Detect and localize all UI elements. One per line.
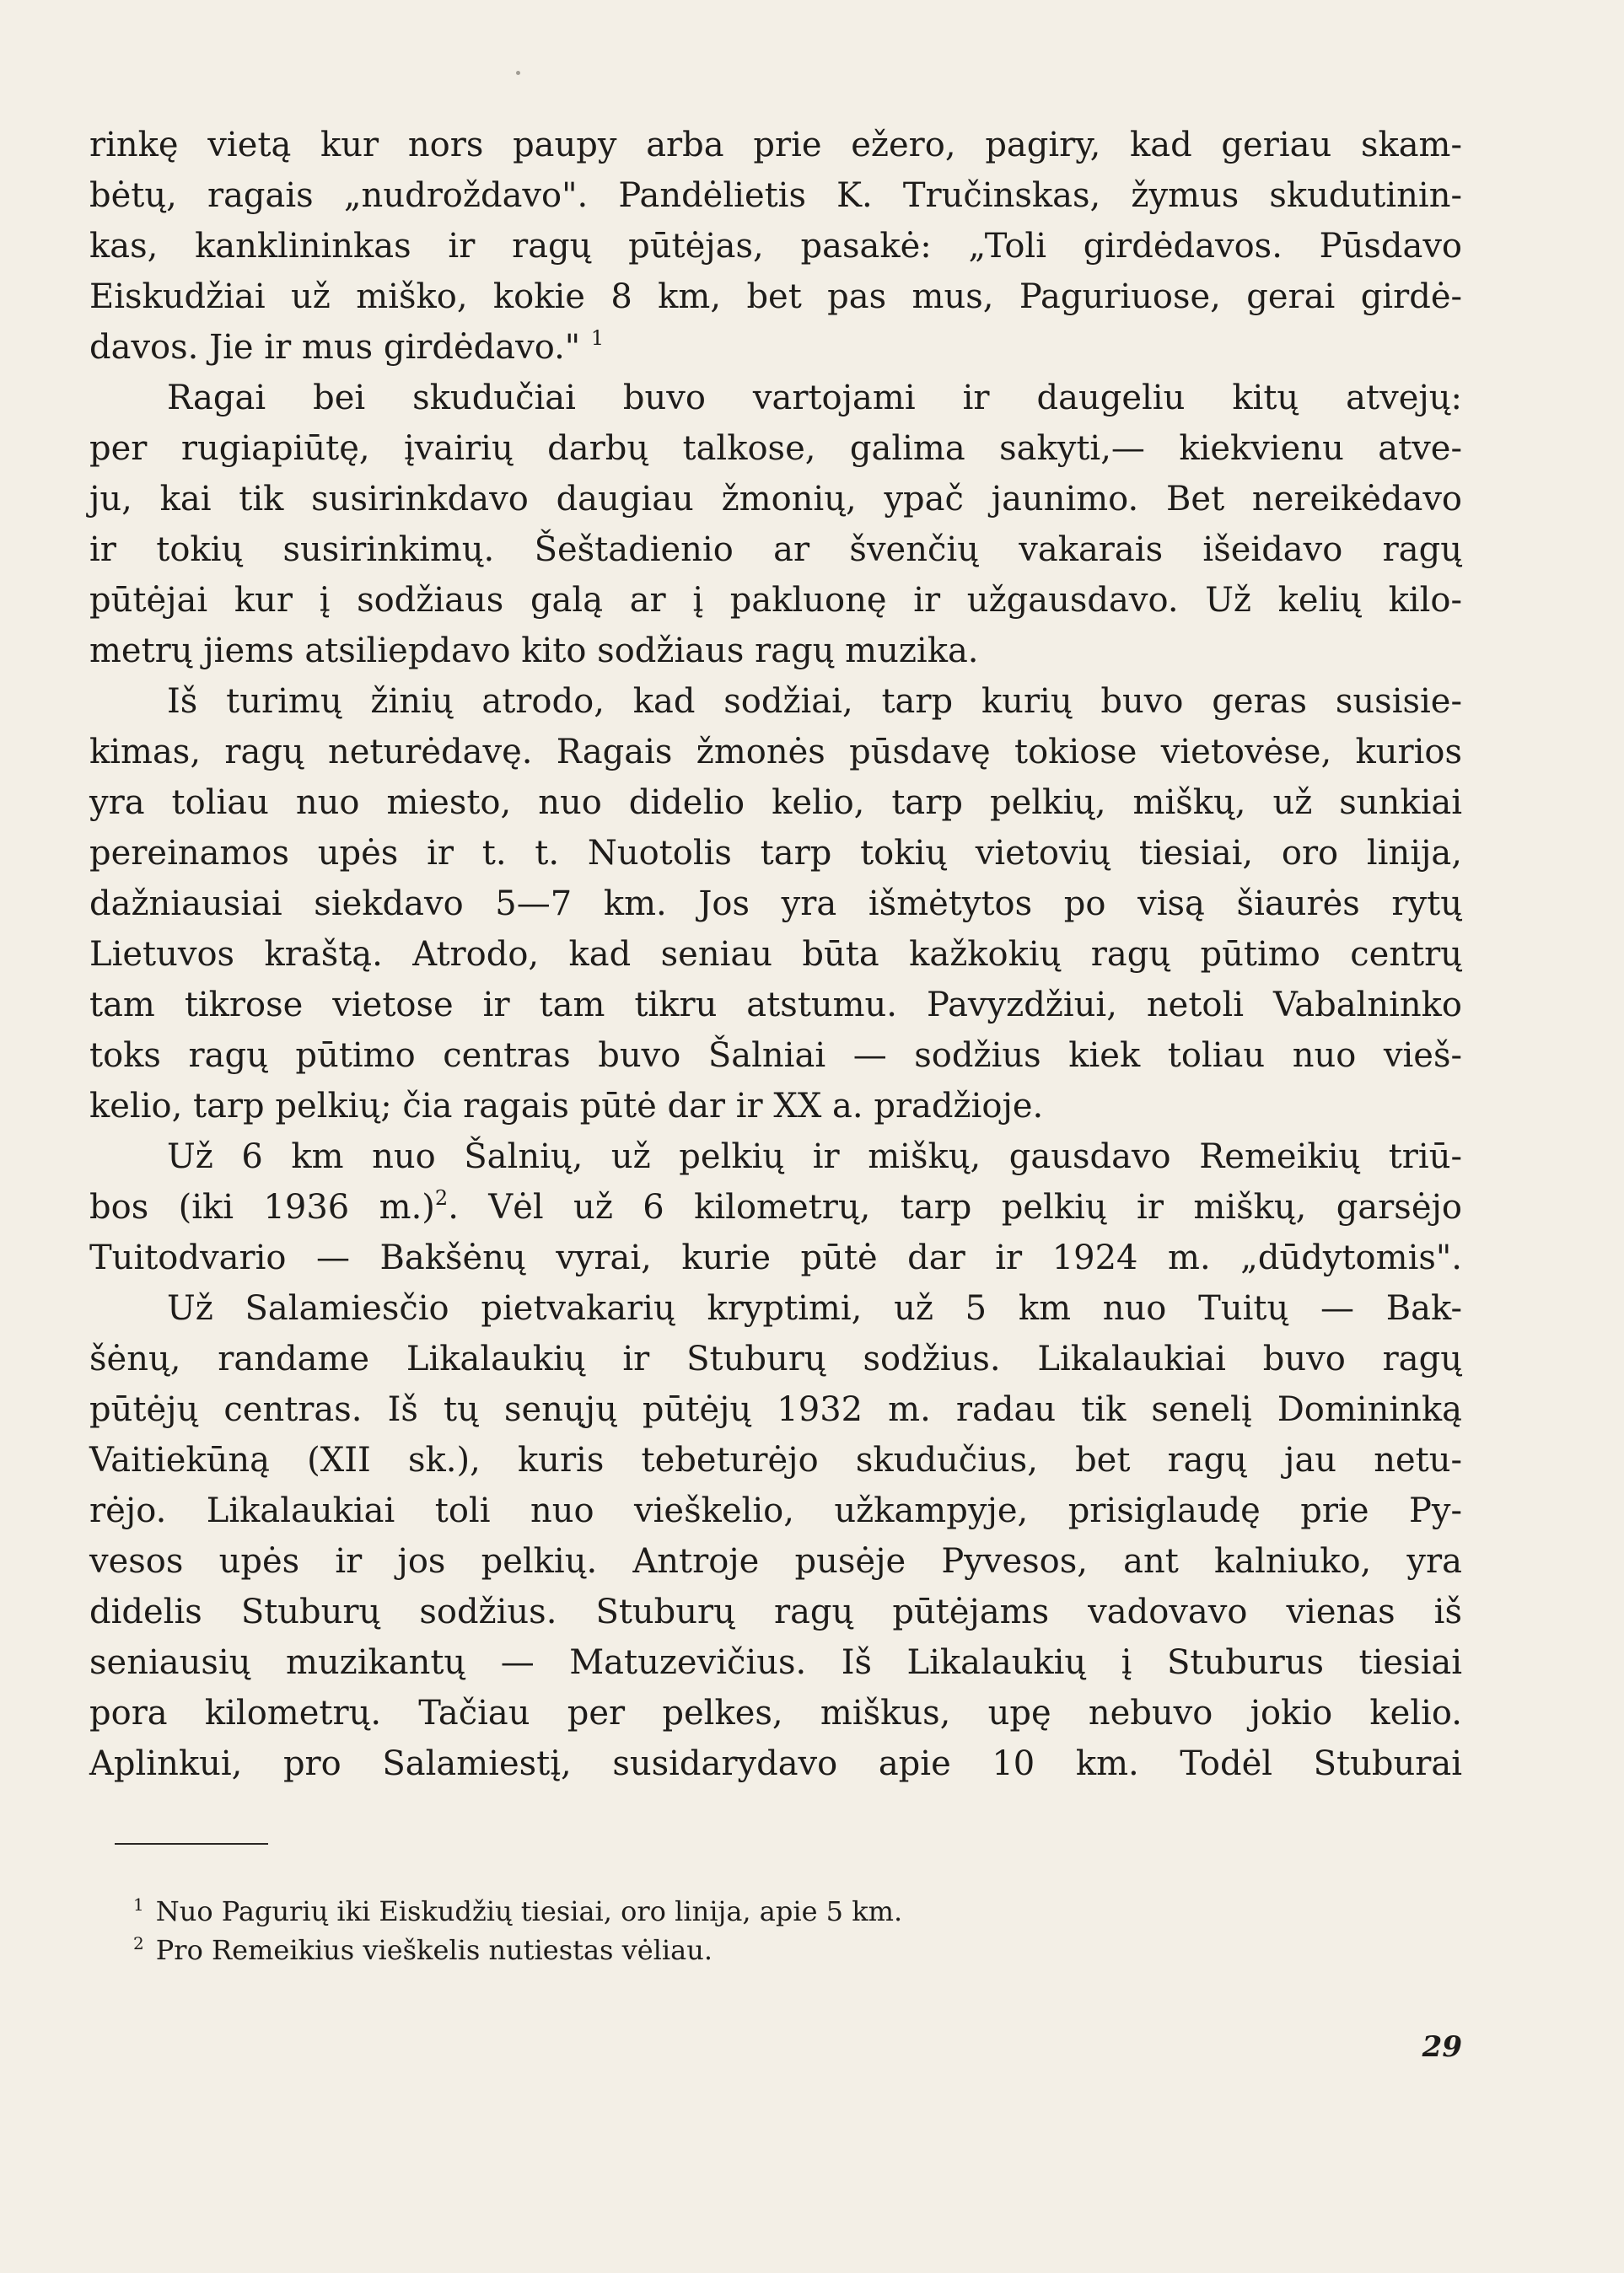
text-line xyxy=(89,1283,1462,1334)
text-line-content: Ragai bei skudučiai buvo vartojami ir daugeliu kitų atvejų: xyxy=(167,379,1462,417)
text-line xyxy=(89,1688,1462,1738)
text-line-content: tam tikrose vietose ir tam tikru atstumu. Pavyzdžiui, netoli Vabalninko xyxy=(89,986,1462,1024)
text-line-content: Lietuvos kraštą. Atrodo, kad seniau būta kažkokių ragų pūtimo centrų xyxy=(89,935,1462,974)
text-line xyxy=(89,626,1462,676)
text-line-content: didelis Stuburų sodžius. Stuburų ragų pūtėjams vadovavo vienas iš xyxy=(89,1593,1462,1631)
text-line xyxy=(89,423,1462,474)
text-line xyxy=(89,727,1462,777)
text-line xyxy=(89,373,1462,423)
text-line-content: pūtėjų centras. Iš tų senųjų pūtėjų 1932 m. radau tik senelį Domininką xyxy=(89,1390,1462,1429)
text-line xyxy=(89,1738,1462,1789)
text-line-content: seniausių muzikantų — Matuzevičius. Iš Likalaukių į Stuburus tiesiai xyxy=(89,1643,1462,1682)
text-line-content: pūtėjai kur į sodžiaus galą ar į pakluonę ir užgausdavo. Už kelių kilo- xyxy=(89,581,1462,620)
text-line xyxy=(89,575,1462,626)
text-line xyxy=(89,170,1462,221)
text-line-content: Už Salamiesčio pietvakarių kryptimi, už 5 km nuo Tuitų — Bak- xyxy=(167,1289,1462,1328)
text-line xyxy=(89,120,1462,170)
text-line-content: yra toliau nuo miesto, nuo didelio kelio, tarp pelkių, miškų, už sunkiai xyxy=(89,783,1462,822)
text-line xyxy=(89,524,1462,575)
text-line-content: Už 6 km nuo Šalnių, už pelkių ir miškų, gausdavo Remeikių triū- xyxy=(167,1137,1462,1176)
text-line xyxy=(89,777,1462,828)
text-line-content: metrų jiems atsiliepdavo kito sodžiaus ragų muzika. xyxy=(89,631,979,670)
text-line xyxy=(89,1233,1462,1283)
footnote-separator xyxy=(115,1843,268,1845)
text-line-continuation: . Vėl už 6 kilometrų, tarp pelkių ir miškų, garsėjo xyxy=(448,1188,1462,1227)
text-line xyxy=(89,929,1462,980)
text-line-content: rėjo. Likalaukiai toli nuo vieškelio, užkampyje, prisiglaudę prie Py- xyxy=(89,1491,1462,1530)
text-line-content: ir tokių susirinkimų. Šeštadienio ar švenčių vakarais išeidavo ragų xyxy=(89,530,1462,569)
page-number: 29 xyxy=(1422,2030,1462,2064)
text-line-content: kelio, tarp pelkių; čia ragais pūtė dar ir XX a. pradžioje. xyxy=(89,1087,1044,1126)
text-line-content: Iš turimų žinių atrodo, kad sodžiai, tarp kurių buvo geras susisie- xyxy=(167,682,1462,721)
text-line-content: dažniausiai siekdavo 5—7 km. Jos yra išmėtytos po visą šiaurės rytų xyxy=(89,884,1462,923)
footnote-text: Nuo Pagurių iki Eiskudžių tiesiai, oro linija, apie 5 km. xyxy=(155,1895,903,1927)
text-line-content: Aplinkui, pro Salamiestį, susidarydavo apie 10 km. Todėl Stuburai xyxy=(89,1744,1462,1783)
text-line xyxy=(89,1081,1462,1131)
text-line xyxy=(89,271,1462,322)
text-line xyxy=(89,474,1462,524)
text-line-content: Eiskudžiai už miško, kokie 8 km, bet pas mus, Paguriuose, gerai girdė- xyxy=(89,277,1462,316)
text-line-content: ju, kai tik susirinkdavo daugiau žmonių, ypač jaunimo. Bet nereikėdavo xyxy=(89,480,1462,519)
text-line-content: rinkę vietą kur nors paupy arba prie ežero, pagiry, kad geriau skam- xyxy=(89,126,1462,164)
text-line-content: pora kilometrų. Tačiau per pelkes, miškus, upę nebuvo jokio kelio. xyxy=(89,1694,1462,1733)
text-line-content: bėtų, ragais „nudroždavo". Pandėlietis K. Tručinskas, žymus skudutinin- xyxy=(89,176,1462,215)
footnote-mark: 1 xyxy=(133,1894,144,1915)
text-line-content: bos (iki 1936 m.) xyxy=(89,1188,435,1227)
text-line-content: per rugiapiūtę, įvairių darbų talkose, galima sakyti,— kiekvienu atve- xyxy=(89,429,1462,468)
text-line xyxy=(89,1536,1462,1587)
text-line-content: pereinamos upės ir t. t. Nuotolis tarp tokių vietovių tiesiai, oro linija, xyxy=(89,834,1462,873)
footnote-mark: 2 xyxy=(133,1933,144,1953)
text-line-content: Tuitodvario — Bakšėnų vyrai, kurie pūtė dar ir 1924 m. „dūdytomis". xyxy=(89,1239,1462,1277)
text-line xyxy=(89,1384,1462,1435)
text-line xyxy=(89,1637,1462,1688)
footnote-reference: 2 xyxy=(434,1186,449,1210)
text-line xyxy=(89,828,1462,879)
footnote xyxy=(133,1924,1145,1966)
text-line xyxy=(89,676,1462,727)
text-line-content: Vaitiekūną (XII sk.), kuris tebeturėjo skudučius, bet ragų jau netu- xyxy=(89,1441,1462,1480)
body-text xyxy=(89,120,1462,1789)
text-line xyxy=(89,1587,1462,1637)
text-line xyxy=(89,980,1462,1030)
text-line-content: kas, kanklininkas ir ragų pūtėjas, pasakė: „Toli girdėdavos. Pūsdavo xyxy=(89,227,1462,266)
text-line xyxy=(89,879,1462,929)
text-line-content: toks ragų pūtimo centras buvo Šalniai — sodžius kiek toliau nuo vieš- xyxy=(89,1036,1462,1075)
text-line-content: kimas, ragų neturėdavę. Ragais žmonės pūsdavę tokiose vietovėse, kurios xyxy=(89,733,1462,771)
text-line xyxy=(89,1486,1462,1536)
paper-speck xyxy=(516,71,520,75)
footnote xyxy=(133,1885,1145,1927)
text-line xyxy=(89,1030,1462,1081)
footnote-text: Pro Remeikius vieškelis nutiestas vėliau. xyxy=(155,1934,713,1966)
text-line xyxy=(89,1334,1462,1384)
footnote-reference: 1 xyxy=(590,326,605,350)
footnotes xyxy=(133,1885,1145,1966)
text-line xyxy=(89,221,1462,271)
text-line-content: davos. Jie ir mus girdėdavo." xyxy=(89,328,591,367)
text-line xyxy=(89,1182,1462,1233)
text-line-content: šėnų, randame Likalaukių ir Stuburų sodžius. Likalaukiai buvo ragų xyxy=(89,1340,1462,1378)
text-line xyxy=(89,322,1462,373)
text-line xyxy=(89,1131,1462,1182)
text-line-content: vesos upės ir jos pelkių. Antroje pusėje Pyvesos, ant kalniuko, yra xyxy=(89,1542,1462,1581)
text-line xyxy=(89,1435,1462,1486)
